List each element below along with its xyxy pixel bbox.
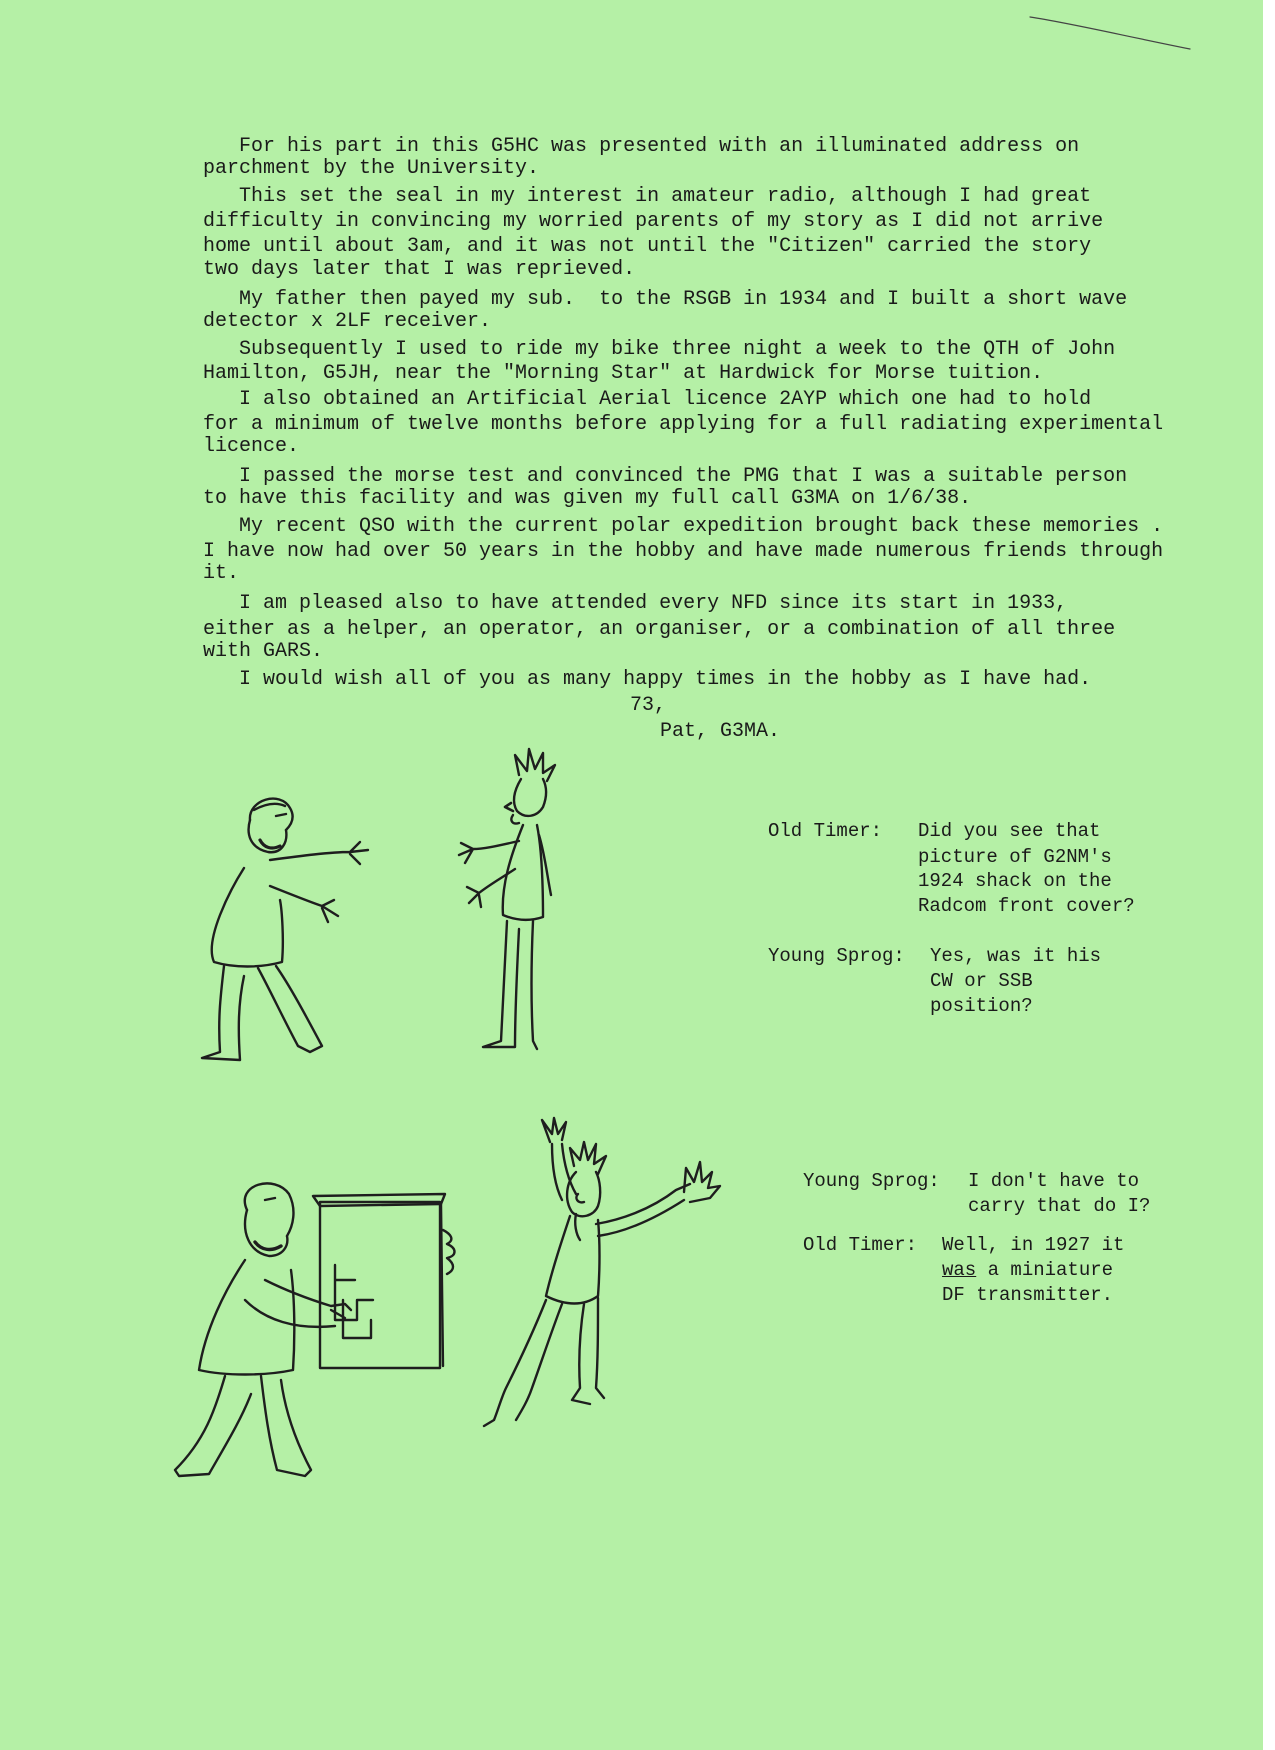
old-timer-with-transmitter-drawing <box>185 1170 485 1510</box>
letter-line: For his part in this G5HC was presented with an illuminated address on <box>203 135 1080 158</box>
closing-73: 73, <box>630 694 667 717</box>
signature: Pat, G3MA. <box>660 720 781 743</box>
underlined-word: was <box>942 1259 977 1281</box>
letter-line: either as a helper, an operator, an organiser, or a combination of all three <box>203 618 1116 641</box>
letter-line: My father then payed my sub. to the RSGB in 1934 and I built a short wave <box>203 288 1128 311</box>
letter-line: with GARS. <box>203 640 324 663</box>
dialogue-line: carry that do I? <box>968 1195 1151 1217</box>
letter-line: parchment by the University. <box>203 157 540 180</box>
dialogue-line: 1924 shack on the <box>918 870 1112 892</box>
dialogue-line <box>942 1257 1113 1283</box>
old-timer-drawing <box>210 790 410 1070</box>
letter-line: licence. <box>203 435 300 458</box>
dialogue-line: I don't have to <box>968 1170 1140 1192</box>
dialogue-text: a miniature <box>976 1259 1114 1281</box>
letter-line: it. <box>203 562 240 585</box>
dialogue-line: picture of G2NM's <box>918 846 1112 868</box>
letter-line: for a minimum of twelve months before applying for a full radiating experimental <box>203 413 1164 436</box>
letter-line: to have this facility and was given my full call G3MA on 1/6/38. <box>203 487 972 510</box>
dialogue-line: DF transmitter. <box>942 1284 1114 1306</box>
letter-line: I also obtained an Artificial Aerial licence 2AYP which one had to hold <box>203 388 1092 411</box>
letter-line: detector x 2LF receiver. <box>203 310 492 333</box>
letter-line: Subsequently I used to ride my bike three night a week to the QTH of John <box>203 338 1116 361</box>
dialogue-line: Well, in 1927 it <box>942 1234 1125 1256</box>
speaker-label: Old Timer: <box>768 820 883 842</box>
letter-line: I would wish all of you as many happy times in the hobby as I have had. <box>203 668 1092 691</box>
scan-border <box>1263 0 1275 1750</box>
letter-line: difficulty in convincing my worried parents of my story as I did not arrive <box>203 210 1104 233</box>
speaker-label: Young Sprog: <box>803 1170 940 1192</box>
letter-line: two days later that I was reprieved. <box>203 258 636 281</box>
letter-line: My recent QSO with the current polar expedition brought back these memories . <box>203 515 1164 538</box>
letter-line: I am pleased also to have attended every NFD since its start in 1933, <box>203 592 1068 615</box>
dialogue-line: Radcom front cover? <box>918 895 1135 917</box>
young-sprog-waving-drawing <box>480 1120 730 1460</box>
letter-line: home until about 3am, and it was not until the "Citizen" carried the story <box>203 235 1092 258</box>
dialogue-line: position? <box>930 995 1033 1017</box>
letter-line: I have now had over 50 years in the hobby and have made numerous friends through <box>203 540 1164 563</box>
speaker-label: Old Timer: <box>803 1234 918 1256</box>
letter-line: Hamilton, G5JH, near the "Morning Star" at Hardwick for Morse tuition. <box>203 362 1044 385</box>
dialogue-line: Yes, was it his <box>930 945 1102 967</box>
letter-line: I passed the morse test and convinced the PMG that I was a suitable person <box>203 465 1128 488</box>
dialogue-line: CW or SSB <box>930 970 1033 992</box>
young-sprog-drawing <box>475 745 615 1075</box>
corner-pencil-mark <box>1030 5 1230 65</box>
dialogue-line: Did you see that <box>918 820 1101 842</box>
speaker-label: Young Sprog: <box>768 945 905 967</box>
letter-line: This set the seal in my interest in amateur radio, although I had great <box>203 185 1092 208</box>
